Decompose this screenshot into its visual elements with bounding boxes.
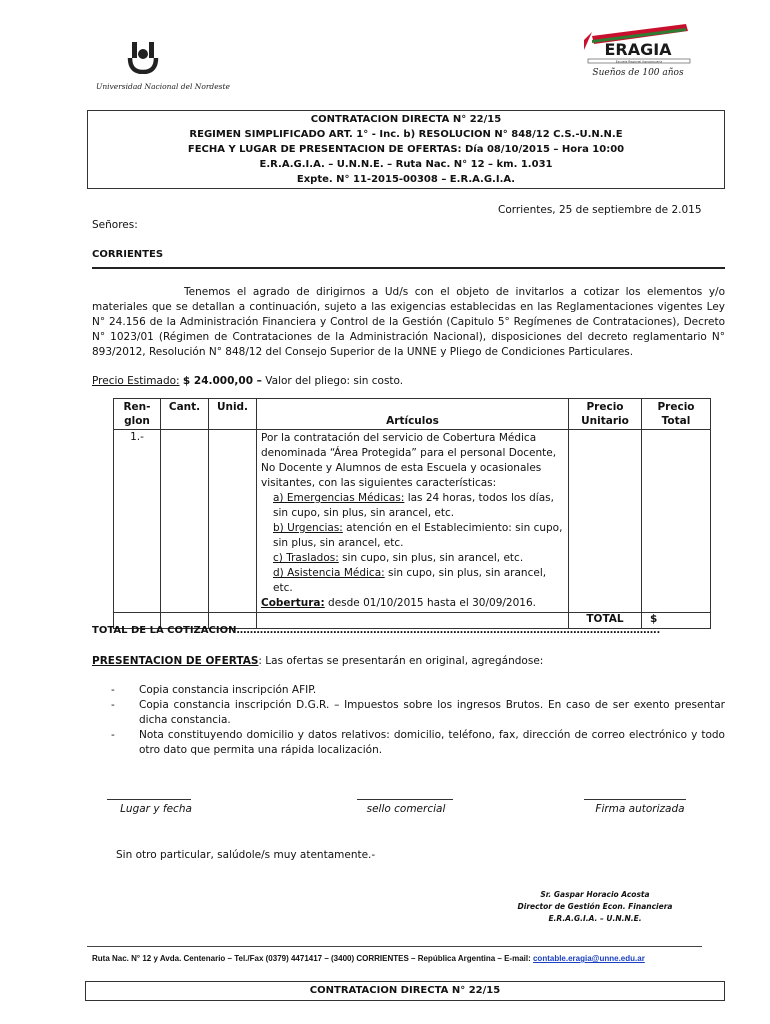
row-renglon: 1.- [114,430,161,613]
row-description: Por la contratación del servicio de Cobertura Médica denominada “Área Protegida” para el personal Docente, No Docente y Alumnos de esta Escuela y ocasionales visitantes, con las siguientes características: [261,432,557,489]
total-value: $ [642,613,711,629]
eragia-logo [578,22,698,84]
footer [92,954,645,963]
signer-org: E.R.A.G.I.A. – U.N.N.E. [548,914,642,923]
university-name: Universidad Nacional del Nordeste [96,82,230,91]
item-d-label: d) Asistencia Médica: [273,567,385,579]
intro-text: Tenemos el agrado de dirigirnos a Ud/s con el objeto de invitarlos a cotizar los elementos y/o materiales que se detallan a continuación, sujeto a las exigencias establecidas en las Reglamentaciones vigentes Ley N° 24.156 de la Administración Financiera y Control de la Gestión (Capitulo 5° Regímenes de Contrataciones), Decreto N° 1023/01 (Régimen de Contrataciones de la Administración Nacional), disposiciones del decreto reglamentario N° 893/2012, Resolución N° 848/12 del Consejo Superior de la UNNE y Pliego de Condiciones Particulares. [92,286,725,358]
estimated-price-amount: $ 24.000,00 – [182,375,262,387]
item-a-label: a) Emergencias Médicas: [273,492,405,504]
list-item: - Copia constancia inscripción D.G.R. – Impuestos sobre los ingresos Brutos. En caso de ser exento presentar dicha constancia. [111,698,725,728]
total-label: TOTAL [569,613,642,629]
bottom-box: CONTRATACION DIRECTA N° 22/15 [85,981,725,1001]
eragia-wordmark: ERAGIA [604,40,672,59]
eragia-tagline: Escuela Regional Agropecuaria [615,59,663,64]
header-line-5: Expte. N° 11-2015-00308 – E.R.A.G.I.A. [296,174,516,185]
eragia-emblem-icon [578,22,698,84]
item-b-label: b) Urgencias: [273,522,343,534]
header-line-2: REGIMEN SIMPLIFICADO ART. 1° - Inc. b) RESOLUCION N° 848/12 C.S.-U.N.N.E [189,129,623,140]
item-c-label: c) Traslados: [273,552,339,564]
item-a [261,491,564,521]
row-precio-unitario [569,430,642,613]
row-precio-total [642,430,711,613]
item-c-text: sin cupo, sin plus, sin arancel, etc. [338,552,524,564]
requirements-list [111,683,725,758]
table-header-row [114,399,711,430]
coverage-text: desde 01/10/2015 hasta el 30/09/2016. [324,597,536,609]
salutation: Señores: [92,219,138,231]
header-renglon: Ren- glon [114,399,161,430]
signer-block [505,889,685,925]
university-logo [96,40,230,100]
place-date-label: Lugar y fecha [120,803,192,815]
item-c [261,551,564,566]
header-line-1: CONTRATACION DIRECTA N° 22/15 [310,114,502,125]
list-item: - Nota constituyendo domicilio y datos relativos: domicilio, teléfono, fax, dirección de correo electrónico y todo otro dato que permita una rápida localización. [111,728,725,758]
row-unid [209,430,257,613]
footer-divider [87,946,702,947]
items-table [113,398,711,629]
date-line: Corrientes, 25 de septiembre de 2.015 [498,204,702,216]
recipient: CORRIENTES [92,249,164,260]
header-precio-total: Precio Total [642,399,711,430]
presentation-label: PRESENTACION DE OFERTAS [92,655,259,667]
signer-title: Director de Gestión Econ. Financiera [517,902,673,911]
header-unid: Unid. [209,399,257,430]
signer-name: Sr. Gaspar Horacio Acosta [540,890,650,899]
header-precio-unitario: Precio Unitario [569,399,642,430]
row-articulo [257,430,569,613]
header-cant: Cant. [161,399,209,430]
coverage-line [261,596,564,611]
estimated-price-line [92,375,403,387]
divider [92,267,725,269]
presentation-line [92,655,543,667]
header-line-3: FECHA Y LUGAR DE PRESENTACION DE OFERTAS: Día 08/10/2015 – Hora 10:00 [187,144,625,155]
header-box [87,110,725,189]
item-d-text: sin cupo, sin plus, sin arancel, etc. [273,567,547,594]
item-b-text: atención en el Establecimiento: sin cupo, sin plus, sin arancel, etc. [273,522,563,549]
unne-emblem-icon [126,40,160,74]
list-item: - Copia constancia inscripción AFIP. [111,683,725,698]
place-date-rule [107,799,191,800]
row-cant [161,430,209,613]
signature-label: Firma autorizada [595,803,685,815]
signature-rule [584,799,686,800]
presentation-text: : Las ofertas se presentarán en original, agregándose: [258,655,544,667]
coverage-label: Cobertura: [261,597,325,609]
seal-rule [357,799,453,800]
footer-text: Ruta Nac. N° 12 y Avda. Centenario – Tel./Fax (0379) 4471417 – (3400) CORRIENTES – República Argentina – E-mail: [92,954,533,963]
seal-label: sello comercial [366,803,446,815]
header-articulos: Artículos [257,399,569,430]
estimated-price-label: Precio Estimado: [92,375,180,387]
item-a-text: las 24 horas, todos los días, sin cupo, sin plus, sin arancel, etc. [273,492,554,519]
eragia-signature: Sueños de 100 años [592,68,684,78]
table-row [114,430,711,613]
item-b [261,521,564,551]
footer-email-link[interactable]: contable.eragia@unne.edu.ar [532,954,645,963]
item-d [261,566,564,596]
header-line-4: E.R.A.G.I.A. – U.N.N.E. – Ruta Nac. N° 12 – km. 1.031 [259,159,553,170]
intro-paragraph [92,285,725,360]
estimated-price-note: Valor del pliego: sin costo. [265,375,404,387]
closing-line: Sin otro particular, salúdole/s muy atentamente.- [116,849,376,861]
total-cotizacion: TOTAL DE LA COTIZACION………………………………………………………………………………………………………………. [92,625,661,636]
